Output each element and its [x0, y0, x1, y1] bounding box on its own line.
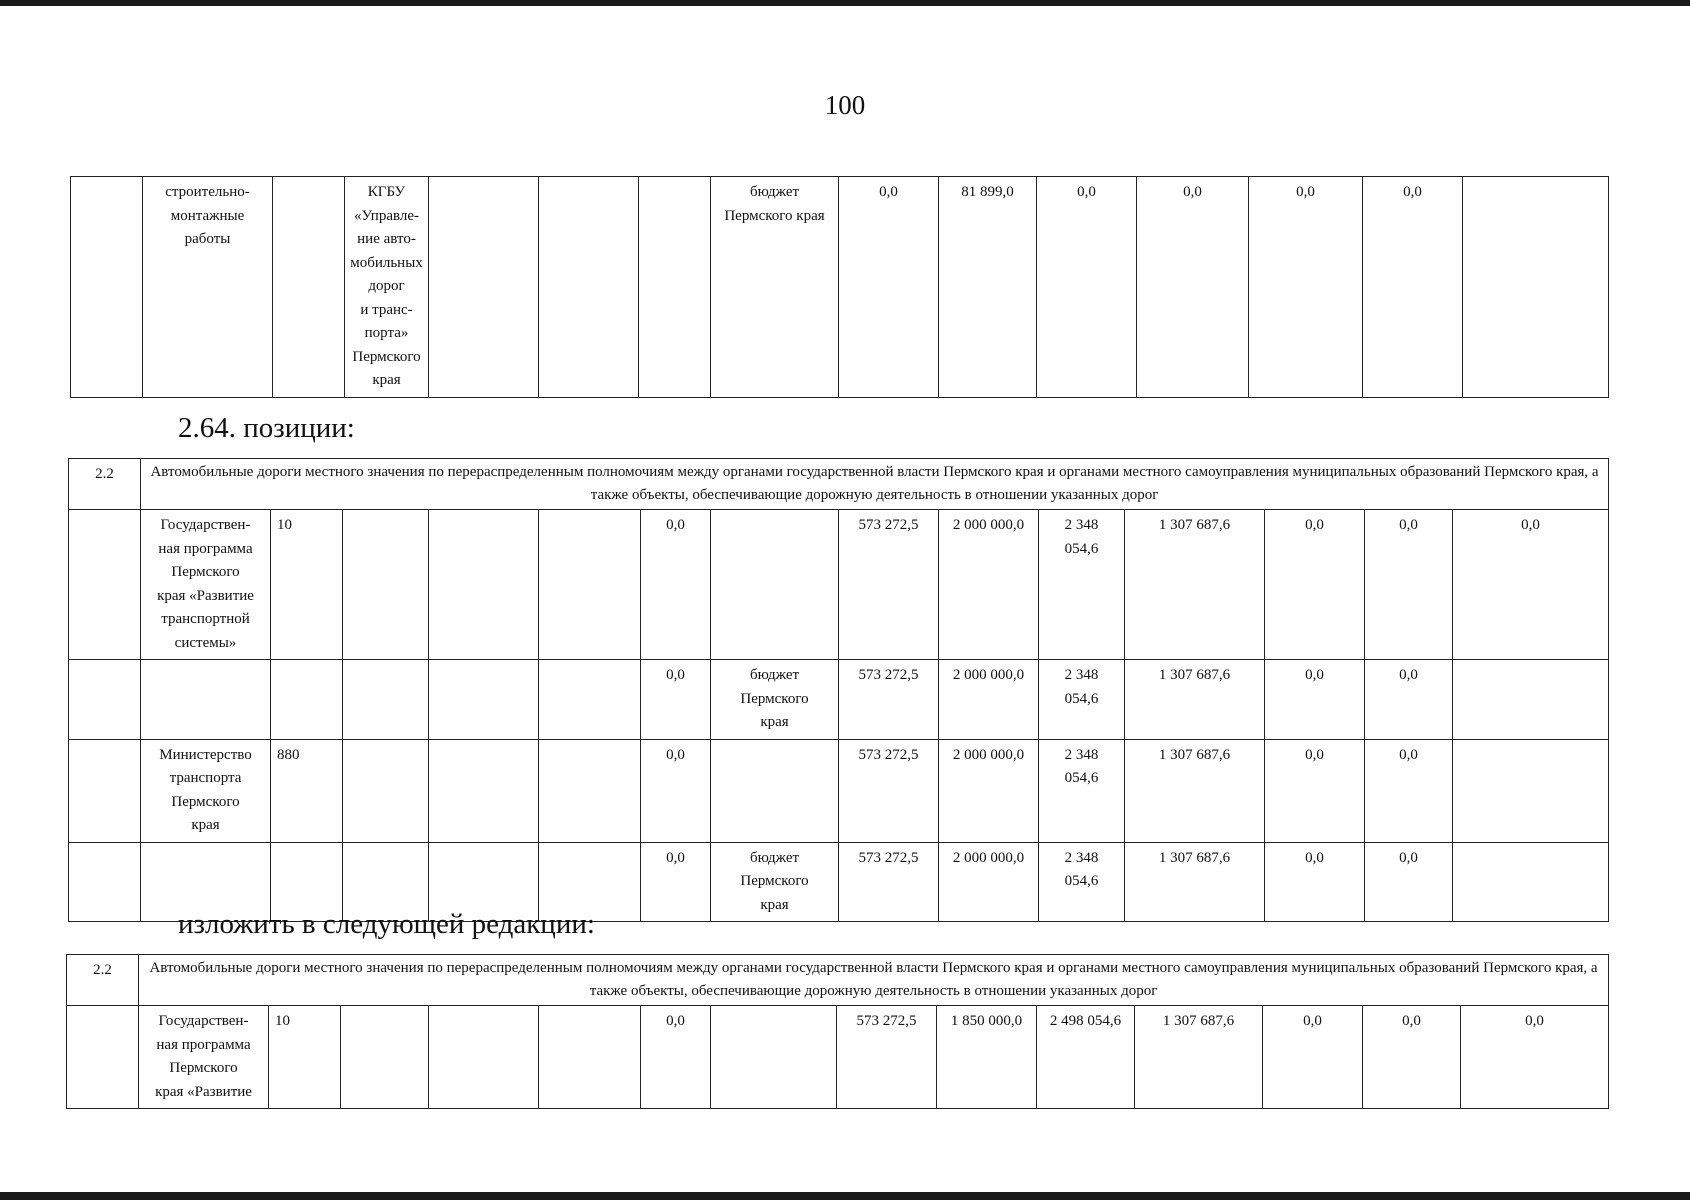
cell-num: [271, 660, 343, 740]
cell-name: [141, 660, 271, 740]
cell-value: 0,0: [1365, 842, 1453, 922]
cell-value: 0,0: [1265, 660, 1365, 740]
table-old-positions: [68, 458, 1609, 922]
scan-top-edge: [0, 0, 1690, 6]
cell-value: 0,0: [839, 177, 939, 398]
cell-value: 1 307 687,6: [1135, 1006, 1263, 1109]
table-continuation: [70, 176, 1609, 398]
section-title: Автомобильные дороги местного значения по перераспределенным полномочиям между органами государственной власти Пермского края и органами местного самоуправления муниципальных образований Пермского края, а также объекты, обеспечивающие дорожную деятельность в отношении указанных дорог: [141, 459, 1609, 510]
table-new-edition: [66, 954, 1609, 1109]
cell-source: бюджет Пермского края: [711, 177, 839, 398]
scan-bottom-edge: [0, 1192, 1690, 1200]
cell-value: 0,0: [641, 510, 711, 660]
cell-value: 0,0: [641, 842, 711, 922]
section-row: [69, 459, 1609, 510]
cell-value: 0,0: [1263, 1006, 1363, 1109]
heading-new-edition: изложить в следующей редакции:: [178, 908, 595, 940]
cell-value: 81 899,0: [939, 177, 1037, 398]
cell-value: 0,0: [641, 660, 711, 740]
cell-source: бюджет Пермского края: [711, 842, 839, 922]
heading-positions: 2.64. позиции:: [178, 412, 355, 444]
cell-value: 0,0: [1265, 842, 1365, 922]
cell-value: 2 348 054,6: [1039, 739, 1125, 842]
page-number: 100: [824, 90, 866, 120]
cell-num: 880: [271, 739, 343, 842]
section-title: Автомобильные дороги местного значения по перераспределенным полномочиям между органами государственной власти Пермского края и органами местного самоуправления муниципальных образований Пермского края, а также объекты, обеспечивающие дорожную деятельность в отношении указанных дорог: [139, 955, 1609, 1006]
cell-value: 0,0: [1137, 177, 1249, 398]
cell-value: 1 307 687,6: [1125, 510, 1265, 660]
cell-value: 573 272,5: [839, 660, 939, 740]
table-row: [69, 660, 1609, 740]
table-row: [69, 739, 1609, 842]
cell-num: 10: [271, 510, 343, 660]
cell-value: 0,0: [1365, 510, 1453, 660]
cell-value: 2 498 054,6: [1037, 1006, 1135, 1109]
cell-value: 0,0: [641, 739, 711, 842]
cell-name: строительно- монтажные работы: [143, 177, 273, 398]
cell-value: 1 307 687,6: [1125, 739, 1265, 842]
cell-value: 2 000 000,0: [939, 510, 1039, 660]
cell-value: [1453, 660, 1609, 740]
cell-value: 0,0: [1453, 510, 1609, 660]
cell-value: 0,0: [1365, 660, 1453, 740]
cell-value: 2 000 000,0: [939, 660, 1039, 740]
cell-executor: КГБУ «Управле- ние авто- мобильных дорог и транс- порта» Пермского края: [345, 177, 429, 398]
cell-value: 0,0: [1249, 177, 1363, 398]
cell-name: Государствен- ная программа Пермского края «Развитие: [139, 1006, 269, 1109]
cell-value: 1 850 000,0: [937, 1006, 1037, 1109]
section-code: 2.2: [67, 955, 139, 1006]
cell-value: 2 000 000,0: [939, 739, 1039, 842]
cell-value: 0,0: [1363, 177, 1463, 398]
cell-source: [711, 1006, 837, 1109]
cell-value: 0,0: [641, 1006, 711, 1109]
section-row: [67, 955, 1609, 1006]
cell-value: 573 272,5: [839, 842, 939, 922]
cell-value: 2 348 054,6: [1039, 842, 1125, 922]
section-code: 2.2: [69, 459, 141, 510]
cell-value: [1453, 739, 1609, 842]
cell-source: [711, 510, 839, 660]
cell-name: Государствен- ная программа Пермского края «Развитие транспортной системы»: [141, 510, 271, 660]
cell-value: 1 307 687,6: [1125, 842, 1265, 922]
cell-value: 573 272,5: [837, 1006, 937, 1109]
cell-name: Министерство транспорта Пермского края: [141, 739, 271, 842]
cell-value: 0,0: [1363, 1006, 1461, 1109]
cell-source: [711, 739, 839, 842]
cell-value: [1453, 842, 1609, 922]
table-row: [71, 177, 1609, 398]
table-row: [69, 510, 1609, 660]
cell-value: 0,0: [1365, 739, 1453, 842]
cell-source: бюджет Пермского края: [711, 660, 839, 740]
cell-value: 573 272,5: [839, 510, 939, 660]
cell-value: 0,0: [1265, 510, 1365, 660]
table-row: [67, 1006, 1609, 1109]
cell-value: 2 348 054,6: [1039, 510, 1125, 660]
cell-value: 0,0: [1037, 177, 1137, 398]
cell-num: 10: [269, 1006, 341, 1109]
cell-value: 573 272,5: [839, 739, 939, 842]
cell-value: 0,0: [1265, 739, 1365, 842]
cell-value: 2 000 000,0: [939, 842, 1039, 922]
cell-value: 1 307 687,6: [1125, 660, 1265, 740]
cell-value: 0,0: [1461, 1006, 1609, 1109]
cell-value: 2 348 054,6: [1039, 660, 1125, 740]
